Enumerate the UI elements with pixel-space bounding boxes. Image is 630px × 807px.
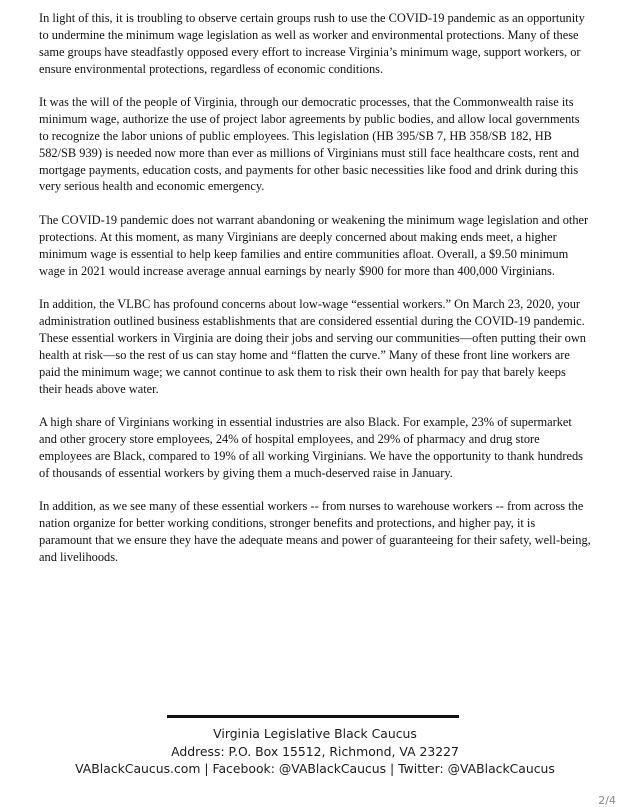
paragraph-6: In addition, as we see many of these essential workers -- from nurses to warehouse workers -- from across the nation organize for better working conditions, stronger benefits and protections, and higher pay, it is paramount that we ensure they have the adequate means and power of guaranteeing for their safety, well-being, and livelihoods. — [39, 499, 591, 564]
page-number: 2/4 — [598, 794, 616, 807]
paragraph-5: A high share of Virginians working in essential industries are also Black. For example, 23% of supermarket and other grocery store employees, 24% of hospital employees, and 29% of pharmacy and drug store employees are Black, compared to 19% of all working Virginians. We have the opportunity to thank hundreds of thousands of essential workers by giving them a much-deserved raise in January. — [39, 415, 584, 480]
paragraph-2: It was the will of the people of Virginia, through our democratic processes, that the Commonwealth raise its minimum wage, authorize the use of project labor agreements by public bodies, and allow local governments to recognize the labor unions of public employees. This legislation (HB 395/SB 7, HB 358/SB 182, HB 582/SB 939) is needed now more than ever as millions of Virginians must still face healthcare costs, rent and mortgage payments, education costs, and payments for other basic necessities like food and drink during this very serious health and economic emergency. — [39, 95, 580, 194]
footer-org-name: Virginia Legislative Black Caucus — [213, 726, 417, 741]
letterhead-footer — [60, 725, 570, 778]
footer-divider — [167, 715, 459, 718]
paragraph-3: The COVID-19 pandemic does not warrant abandoning or weakening the minimum wage legislation and other protections. At this moment, as many Virginians are deeply concerned about making ends meet, a higher minimum wage is essential to help keep families and entire communities afloat. Overall, a $9.50 minimum wage in 2021 would increase average annual earnings by nearly $900 for more than 400,000 Virginians. — [39, 213, 589, 278]
paragraph-1: In light of this, it is troubling to observe certain groups rush to use the COVID-19 pandemic as an opportunity to undermine the minimum wage legislation as well as worker and environmental protections. Many of these same groups have steadfastly opposed every effort to increase Virginia’s minimum wage, support workers, or ensure environmental protections, regardless of economic conditions. — [39, 11, 585, 76]
footer-contacts: VABlackCaucus.com | Facebook: @VABlackCaucus | Twitter: @VABlackCaucus — [75, 761, 555, 776]
letter-body — [39, 10, 591, 583]
footer-address: Address: P.O. Box 15512, Richmond, VA 23227 — [171, 743, 459, 759]
paragraph-4: In addition, the VLBC has profound concerns about low-wage “essential workers.” On March 23, 2020, your administration outlined business establishments that are considered essential during the COVID-19 pandemic. These essential workers in Virginia are doing their jobs and serving our communities—often putting their own health at risk—so the rest of us can stay home and “flatten the curve.” Many of these front line workers are paid the minimum wage; we cannot continue to ask them to risk their own health for pay that barely keeps their heads above water. — [39, 297, 586, 396]
